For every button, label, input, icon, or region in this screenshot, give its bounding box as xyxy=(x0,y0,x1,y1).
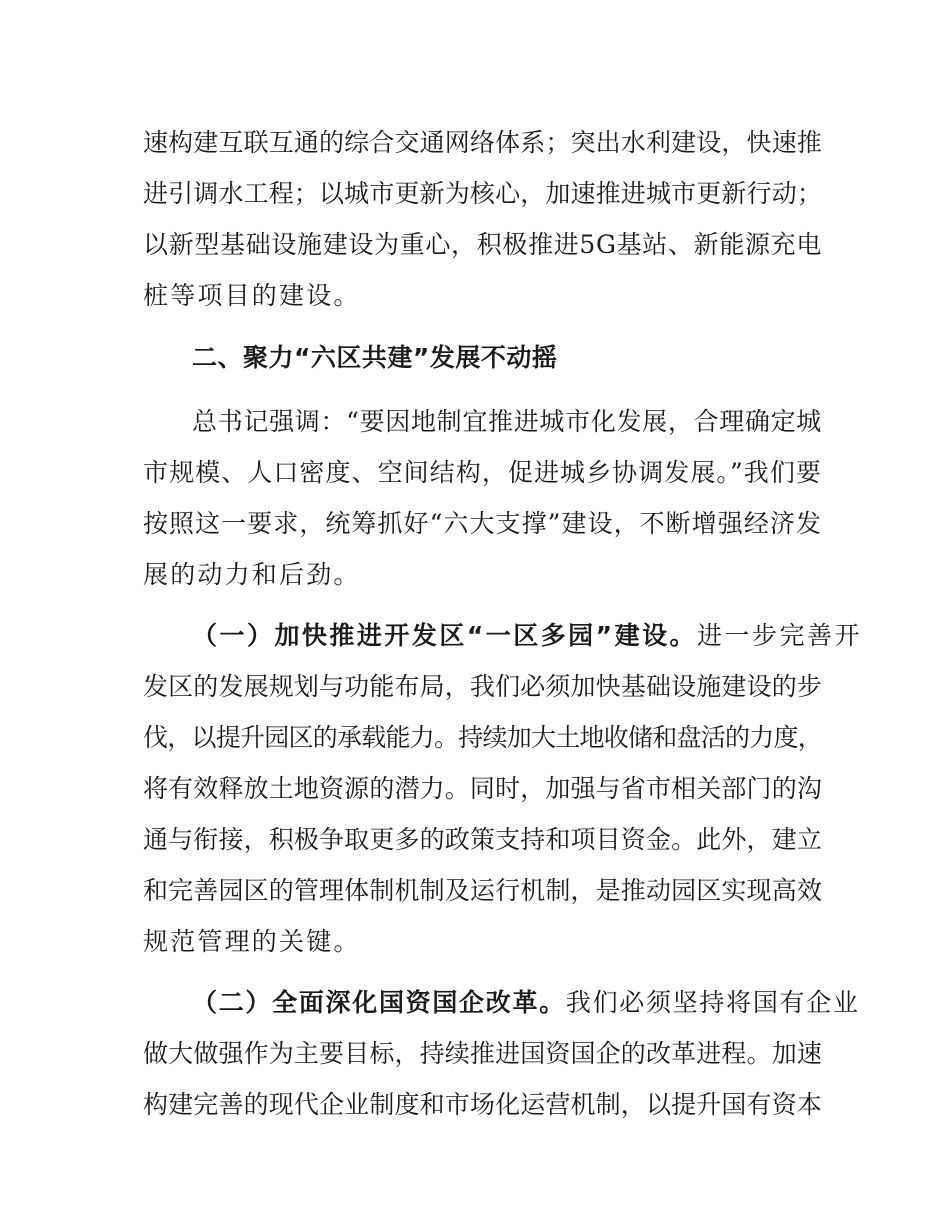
subsection-title: （一）加快推进开发区“一区多园”建设。 xyxy=(192,621,698,650)
paragraph-line: 桩等项目的建设。 xyxy=(143,281,361,310)
paragraph-line: 发区的发展规划与功能布局，我们必须加快基础设施建设的步 xyxy=(143,672,822,701)
paragraph-line: 总书记强调：“要因地制宜推进城市化发展，合理确定城 xyxy=(192,407,822,436)
paragraph-line: 展的动力和后劲。 xyxy=(143,560,361,589)
subsection-first-line xyxy=(192,988,860,1018)
paragraph-line: 通与衔接，积极争取更多的政策支持和项目资金。此外，建立 xyxy=(143,825,822,854)
paragraph-line: 以新型基础设施建设为重心，积极推进5G基站、新能源充电 xyxy=(143,230,822,259)
paragraph-line: 市规模、人口密度、空间结构，促进城乡协调发展。”我们要 xyxy=(143,458,822,487)
subsection-text: 进一步完善开 xyxy=(697,621,862,650)
paragraph-line: 将有效释放土地资源的潜力。同时，加强与省市相关部门的沟 xyxy=(143,774,822,803)
paragraph-line: 和完善园区的管理体制机制及运行机制，是推动园区实现高效 xyxy=(143,876,822,905)
paragraph-line: 做大做强作为主要目标，持续推进国资国企的改革进程。加速 xyxy=(143,1039,822,1068)
subsection-first-line xyxy=(192,621,862,651)
subsection-text: 我们必须坚持将国有企业 xyxy=(565,988,860,1017)
paragraph-line: 进引调水工程；以城市更新为核心，加速推进城市更新行动； xyxy=(143,179,822,208)
subsection-title: （二）全面深化国资国企改革。 xyxy=(192,988,566,1017)
paragraph-line: 构建完善的现代企业制度和市场化运营机制，以提升国有资本 xyxy=(143,1090,822,1119)
paragraph-line: 规范管理的关键。 xyxy=(143,927,361,956)
paragraph-line: 伐，以提升园区的承载能力。持续加大土地收储和盘活的力度， xyxy=(143,723,822,752)
paragraph-line: 按照这一要求，统筹抓好“六大支撑”建设，不断增强经济发 xyxy=(143,509,822,538)
paragraph-line: 速构建互联互通的综合交通网络体系；突出水利建设，快速推 xyxy=(143,128,822,157)
section-heading: 二、聚力“六区共建”发展不动摇 xyxy=(192,343,558,372)
